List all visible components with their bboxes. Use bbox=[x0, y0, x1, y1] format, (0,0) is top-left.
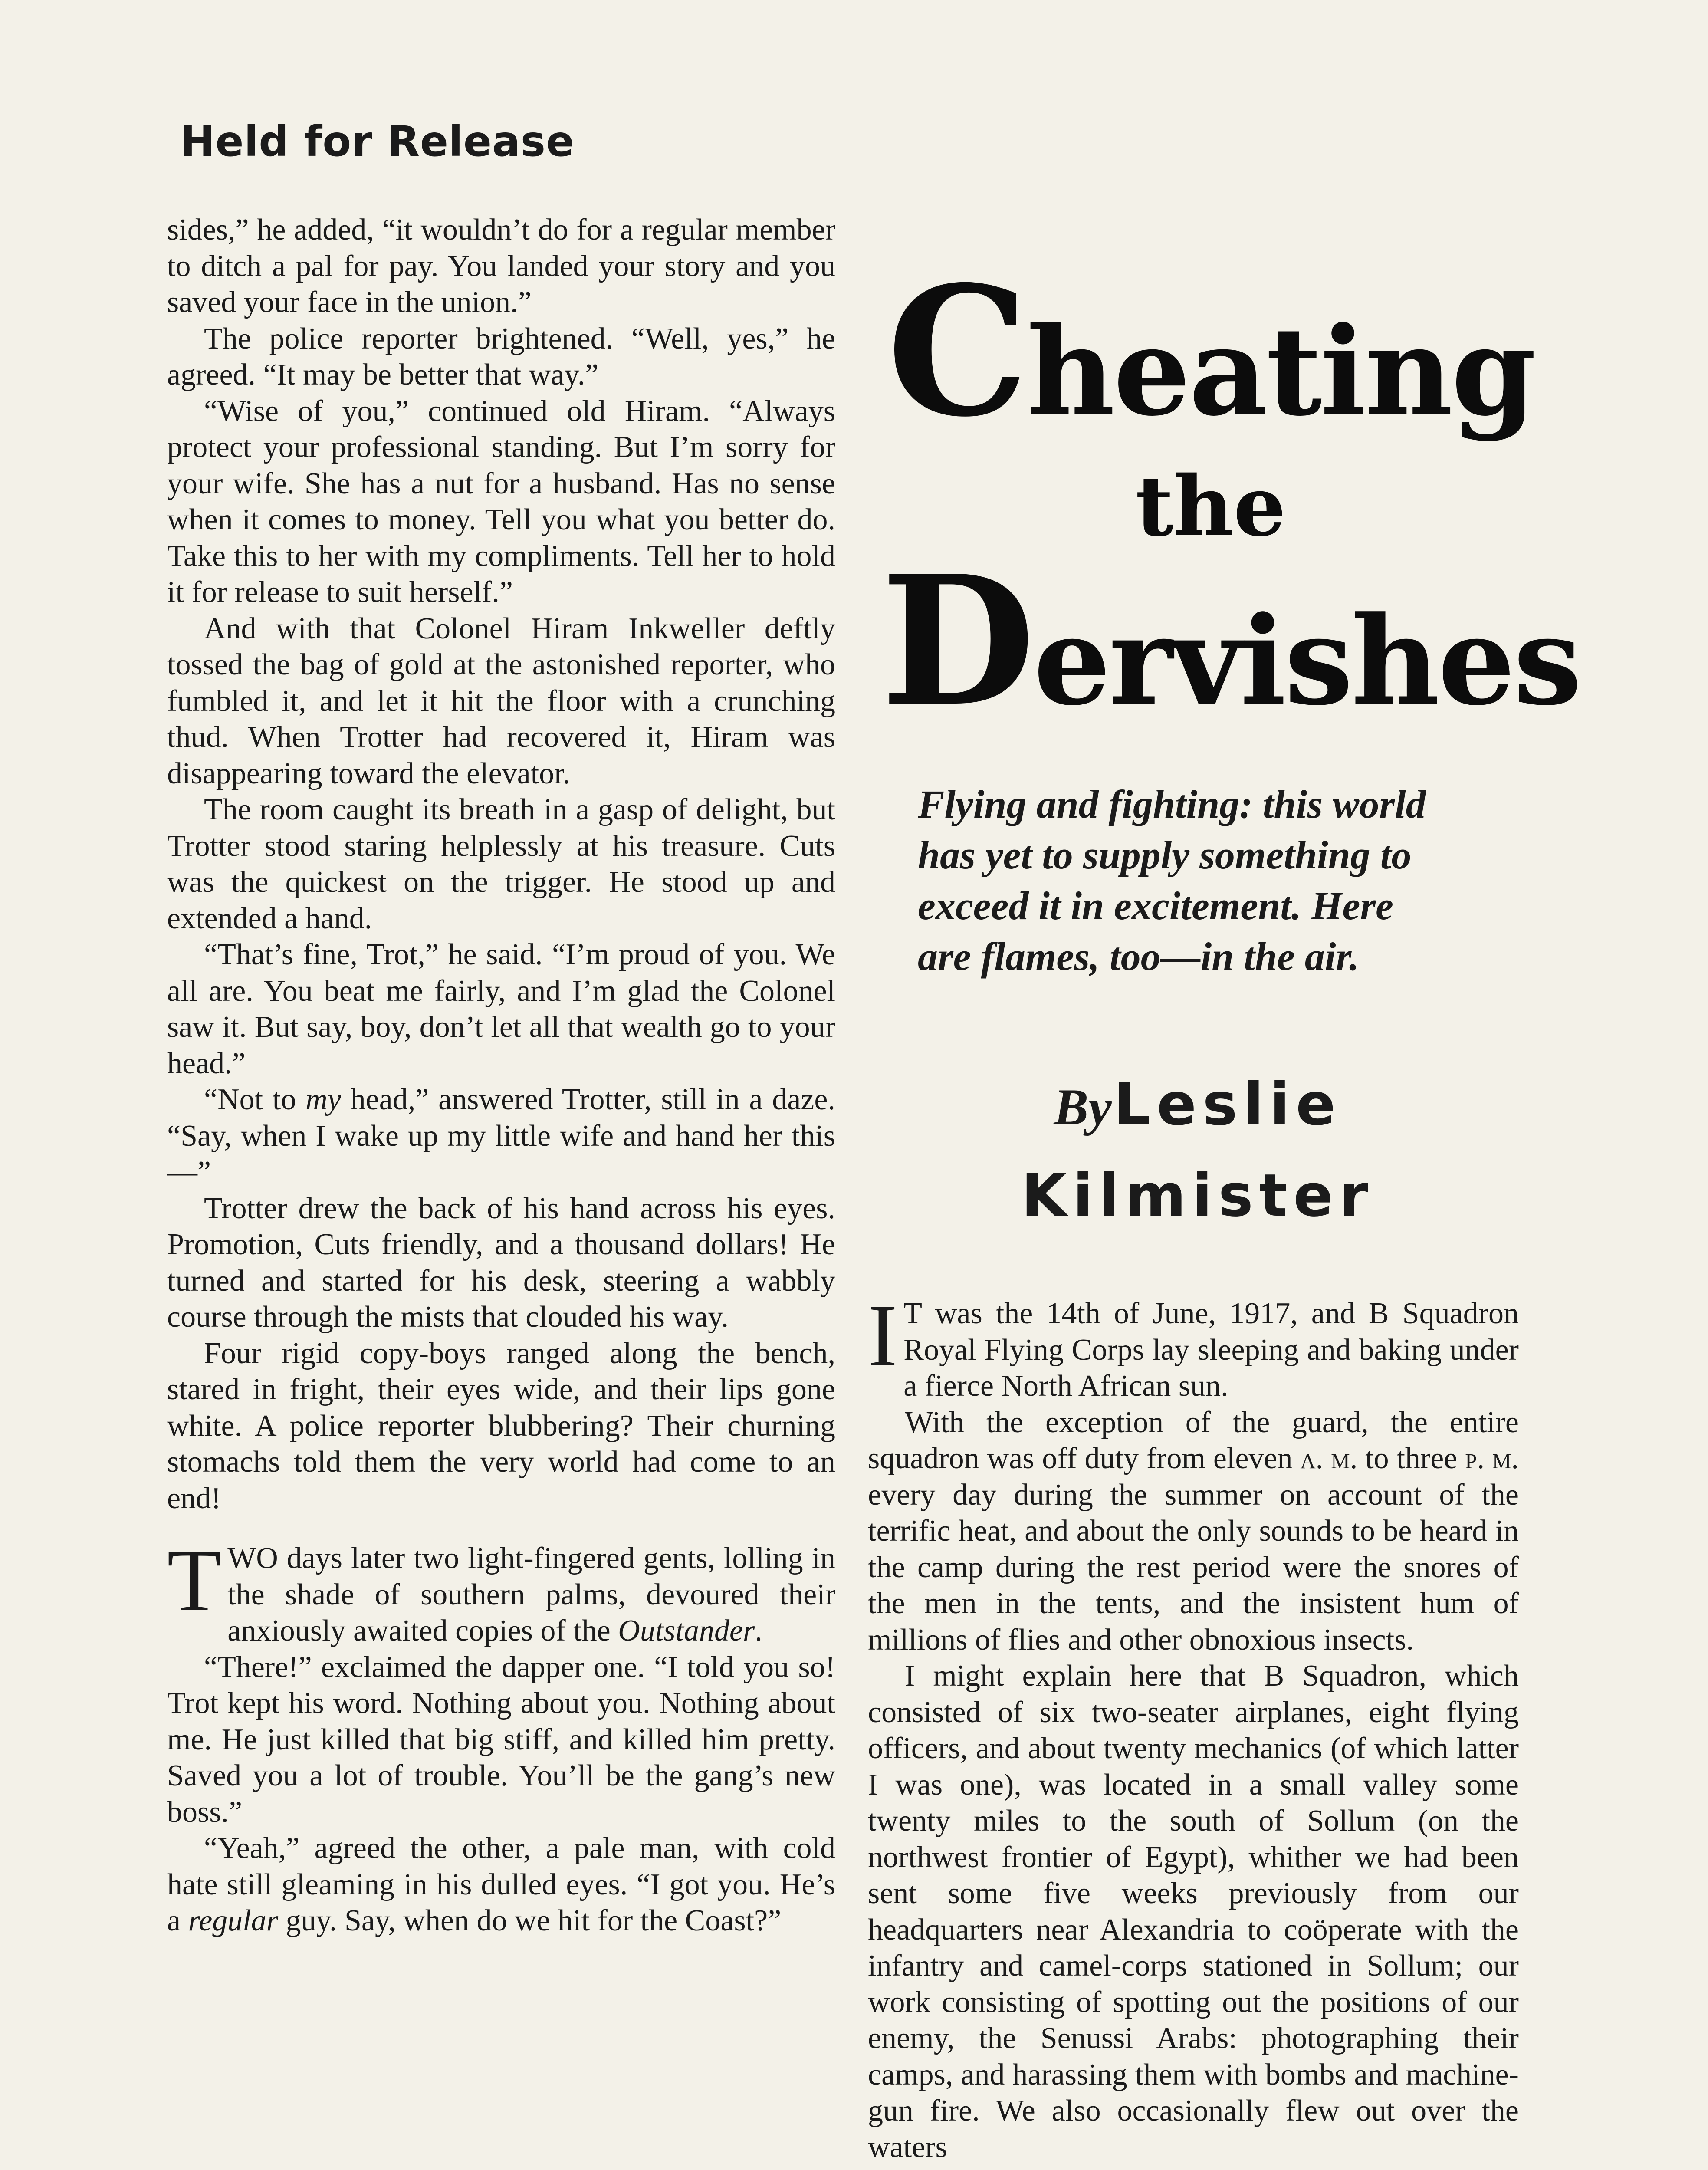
text-run: “Not to bbox=[204, 1083, 306, 1116]
paragraph: “That’s fine, Trot,” he said. “I’m proud of you. We all are. You beat me fairly, and I’m glad the Colonel saw it. But say, boy, don’t let all that wealth go to your head.” bbox=[167, 938, 835, 1080]
text-run: “Yeah,” agreed the other, a pale man, with cold hate still gleaming in his dulled eyes. “I got you. He’s a bbox=[167, 1831, 835, 1937]
title-line-3 bbox=[881, 536, 1580, 746]
publication-name: Outstander bbox=[618, 1614, 755, 1647]
paragraph: “There!” exclaimed the dapper one. “I told you so! Trot kept his word. Nothing about you. Nothing about me. He just killed that big stiff, and killed him pretty. Saved you a lot of trouble. You’ll be the gang’s new boss.” bbox=[167, 1650, 835, 1829]
paragraph bbox=[868, 1404, 1519, 1658]
author-last-name: Kilmister bbox=[1021, 1161, 1374, 1230]
emphasis: regular bbox=[188, 1904, 278, 1937]
title-initial: D bbox=[881, 536, 1034, 746]
drop-cap: I bbox=[868, 1286, 898, 1385]
left-text-column bbox=[167, 212, 835, 1939]
right-text-column bbox=[868, 1286, 1519, 2165]
paragraph: sides,” he added, “it wouldn’t do for a regular member to ditch a pal for pay. You landed your story and you saved your face in the union.” bbox=[167, 213, 835, 319]
time-abbrev: p. m. bbox=[1465, 1442, 1519, 1475]
title-line-2: the bbox=[1135, 458, 1286, 555]
byline bbox=[894, 1059, 1501, 1241]
paragraph bbox=[167, 1082, 835, 1190]
story-subtitle bbox=[918, 779, 1525, 982]
author-first-name: Leslie bbox=[1113, 1070, 1342, 1138]
subtitle-line: has yet to supply something to bbox=[918, 833, 1412, 877]
text-run: . bbox=[755, 1614, 762, 1647]
title-word: heating bbox=[1027, 300, 1535, 443]
running-header: Held for Release bbox=[180, 117, 575, 166]
title-word: ervishes bbox=[1033, 590, 1580, 733]
text-run: guy. Say, when do we hit for the Coast?” bbox=[278, 1904, 782, 1937]
time-abbrev: a. m. bbox=[1300, 1442, 1358, 1475]
text-run: T was the 14th of June, 1917, and B Squadron Royal Flying Corps lay sleeping and baking under a fierce North African sun. bbox=[903, 1297, 1519, 1403]
subtitle-line: are flames, too—in the air. bbox=[918, 934, 1360, 979]
paragraph: The room caught its breath in a gasp of delight, but Trotter stood staring helplessly at his treasure. Cuts was the quickest on the trigger. He stood up and extended a hand. bbox=[167, 793, 835, 935]
opening-paragraph bbox=[868, 1286, 1519, 1404]
text-run: every day during the summer on account of the terrific heat, and about the only sounds to be heard in the camp during the rest period were the snores of the men in the tents, and the insistent hum of millions of flies and other obnoxious insects. bbox=[868, 1478, 1519, 1657]
drop-cap: T bbox=[167, 1531, 222, 1630]
text-run: to three bbox=[1357, 1442, 1465, 1475]
paragraph: The police reporter brightened. “Well, yes,” he agreed. “It may be better that way.” bbox=[167, 322, 835, 391]
paragraph: Trotter drew the back of his hand across his eyes. Promotion, Cuts friendly, and a thousand dollars! He turned and started for his desk, steering a wabbly course through the mists that clouded his way. bbox=[167, 1191, 835, 1334]
paragraph bbox=[167, 1830, 835, 1939]
title-line-1 bbox=[881, 247, 1540, 456]
paragraph: I might explain here that B Squadron, which consisted of six two-seater airplanes, eight flying officers, and about twenty mechanics (of which latter I was one), was located in a small valley some twenty miles to the south of Sollum (on the northwest frontier of Egypt), whither we had been sent some five weeks previously from our headquarters near Alexandria to coöperate with the infantry and camel-corps stationed in Sollum; our work consisting of spotting out the positions of our enemy, the Senussi Arabs: photographing their camps, and harassing them with bombs and machine-gun fire. We also occasionally flew out over the waters bbox=[868, 1659, 1519, 2164]
emphasis: my bbox=[305, 1083, 341, 1116]
story-title bbox=[881, 247, 1580, 746]
byline-by: By bbox=[1054, 1078, 1112, 1136]
text-run: WO days later two light-fingered gents, lolling in the shade of southern palms, devoured their anxiously awaited copies of the bbox=[227, 1542, 835, 1647]
paragraph: “Wise of you,” continued old Hiram. “Always protect your professional standing. But I’m sorry for your wife. She has a nut for a husband. Has no sense when it comes to money. Tell you what you better do. Take this to her with my compliments. Tell her to hold it for release to suit herself.” bbox=[167, 394, 835, 609]
subtitle-line: exceed it in excitement. Here bbox=[918, 884, 1393, 928]
paragraph: And with that Colonel Hiram Inkweller deftly tossed the bag of gold at the astonished reporter, who fumbled it, and let it hit the floor with a crunching thud. When Trotter had recovered it, Hiram was disappearing toward the elevator. bbox=[167, 612, 835, 790]
text-run: With the exception of the guard, the entire squadron was off duty from eleven bbox=[868, 1405, 1519, 1475]
text-run: head,” answered Trotter, still in a daze. “Say, when I wake up my little wife and hand her this—” bbox=[167, 1083, 835, 1189]
section-start-paragraph bbox=[167, 1531, 835, 1649]
title-initial: C bbox=[887, 247, 1027, 456]
subtitle-line: Flying and fighting: this world bbox=[918, 782, 1426, 826]
paragraph: Four rigid copy-boys ranged along the bench, stared in fright, their eyes wide, and their lips gone white. A police reporter blubbering? Their churning stomachs told them the very world had come to an end! bbox=[167, 1336, 835, 1515]
